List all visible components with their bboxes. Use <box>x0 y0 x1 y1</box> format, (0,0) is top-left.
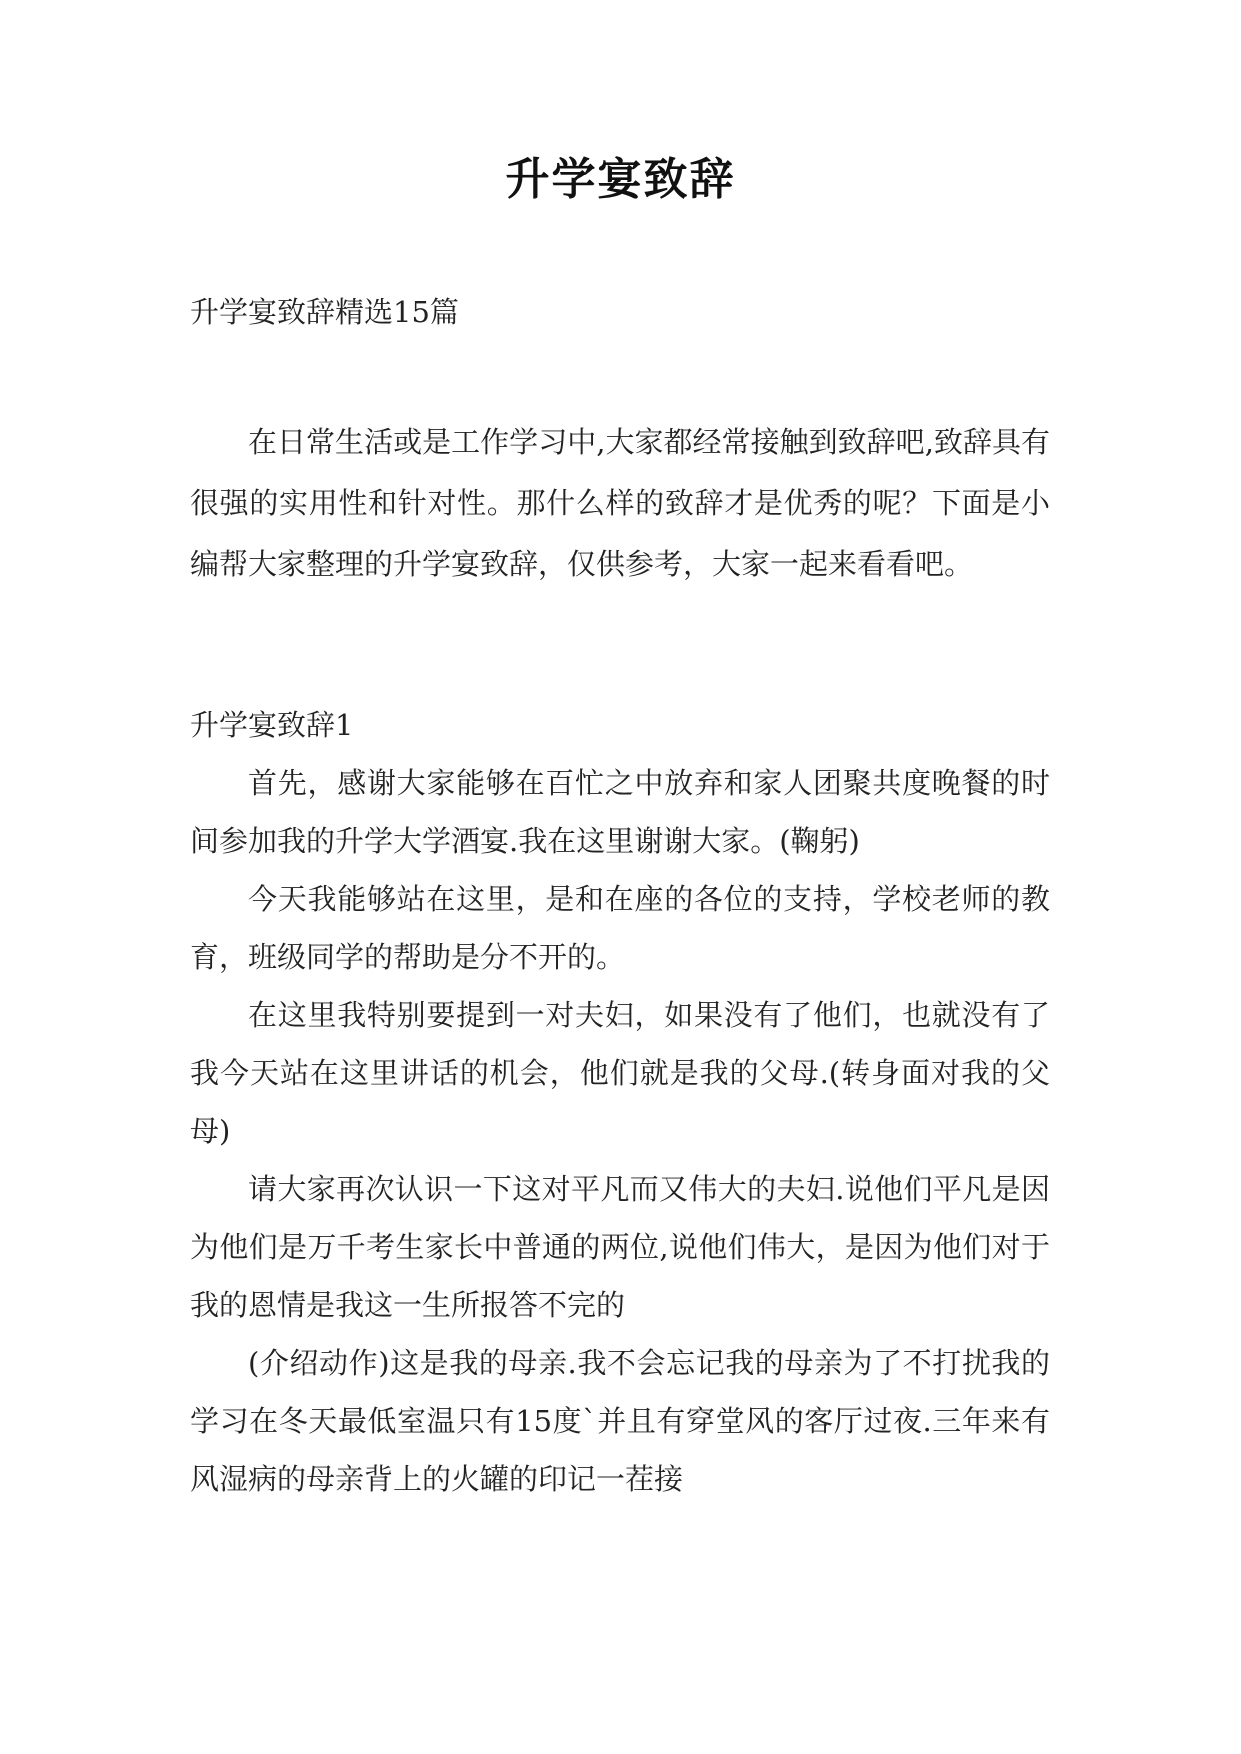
document-title: 升学宴致辞 <box>505 154 736 205</box>
speech-body <box>190 754 1050 1508</box>
body-paragraph: (介绍动作)这是我的母亲.我不会忘记我的母亲为了不打扰我的学习在冬天最低室温只有15度`并且有穿堂风的客厅过夜.三年来有风湿病的母亲背上的火罐的印记一茬接 <box>190 1346 1050 1496</box>
intro-paragraph: 在日常生活或是工作学习中,大家都经常接触到致辞吧,致辞具有很强的实用性和针对性。那什么样的致辞才是优秀的呢？下面是小编帮大家整理的升学宴致辞，仅供参考，大家一起来看看吧。 <box>190 425 1050 581</box>
body-paragraph: 首先，感谢大家能够在百忙之中放弃和家人团聚共度晚餐的时间参加我的升学大学酒宴.我在这里谢谢大家。(鞠躬) <box>190 766 1050 858</box>
document-subtitle: 升学宴致辞精选15篇 <box>190 295 459 329</box>
section-heading: 升学宴致辞1 <box>190 708 354 742</box>
body-paragraph: 在这里我特别要提到一对夫妇，如果没有了他们，也就没有了我今天站在这里讲话的机会，他们就是我的父母.(转身面对我的父母) <box>190 998 1050 1148</box>
body-paragraph: 今天我能够站在这里，是和在座的各位的支持，学校老师的教育，班级同学的帮助是分不开的。 <box>190 882 1050 974</box>
body-paragraph: 请大家再次认识一下这对平凡而又伟大的夫妇.说他们平凡是因为他们是万千考生家长中普通的两位,说他们伟大，是因为他们对于我的恩情是我这一生所报答不完的 <box>190 1172 1050 1322</box>
